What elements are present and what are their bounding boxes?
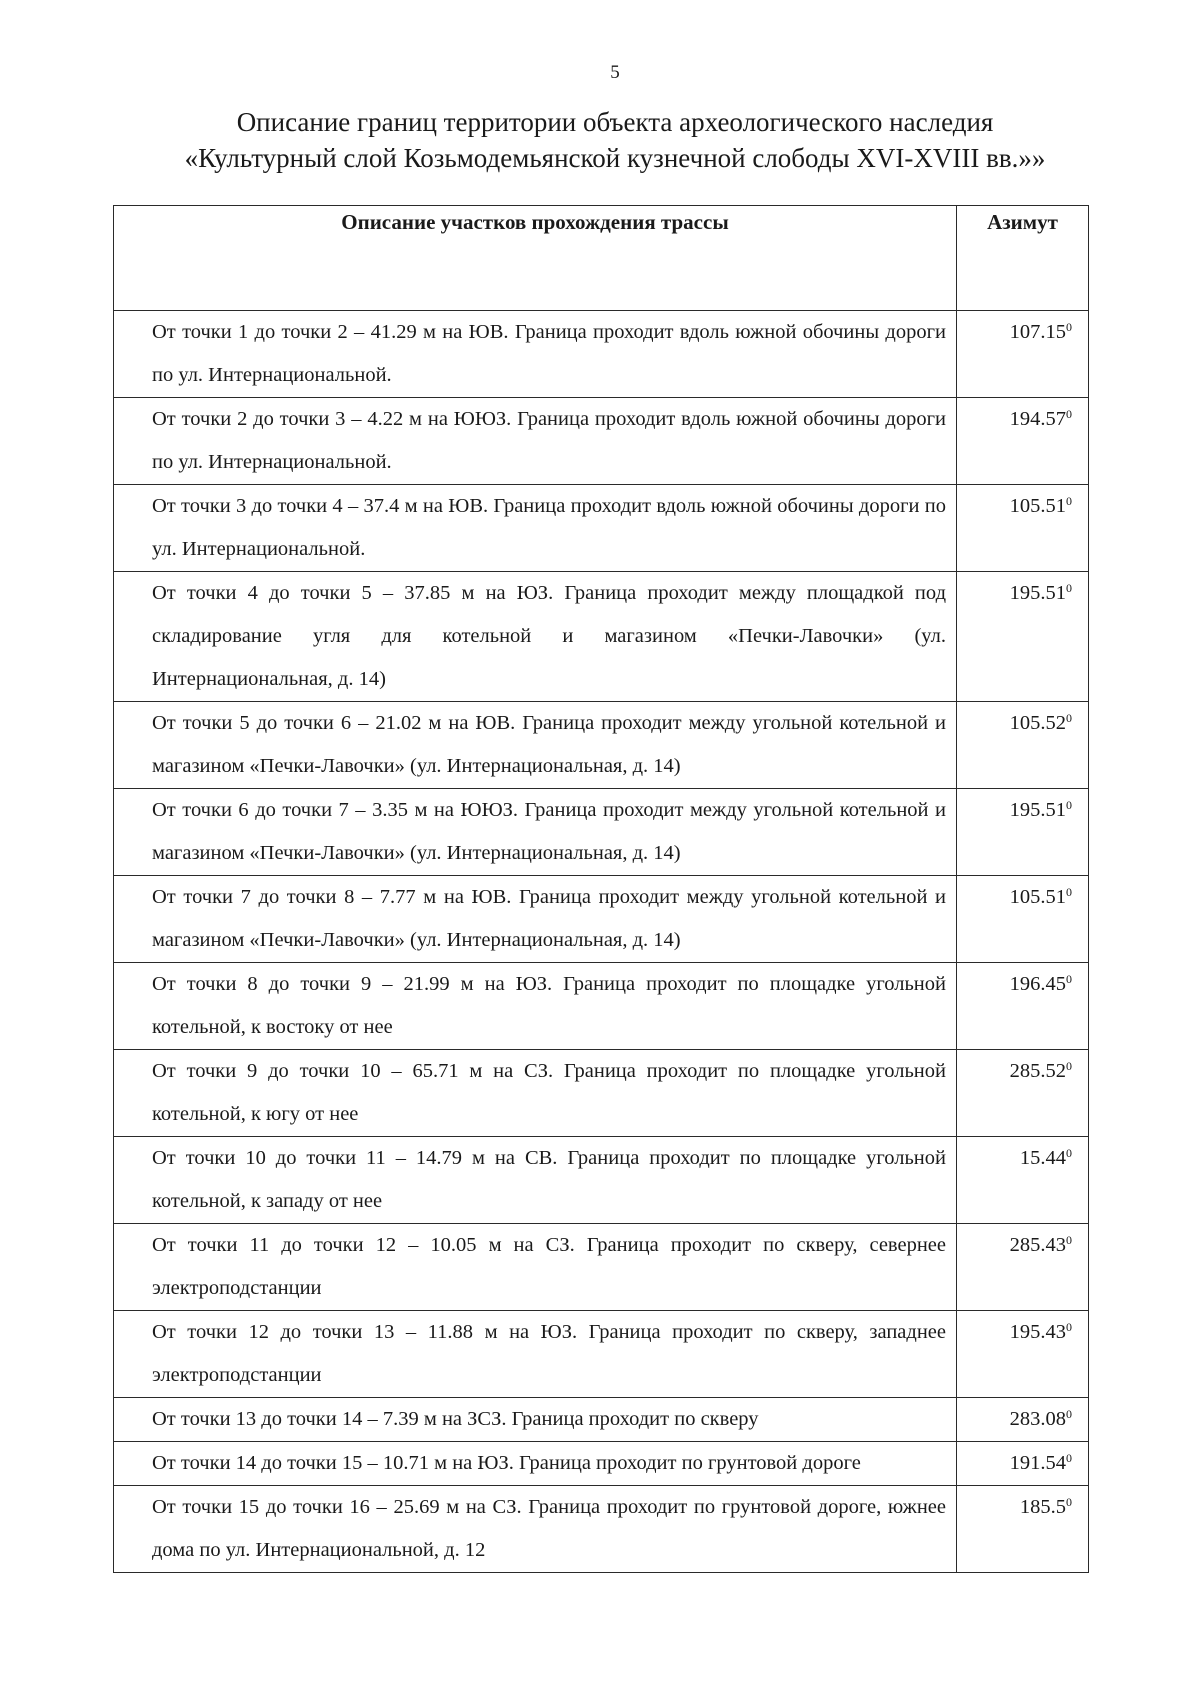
table-row xyxy=(114,1224,1089,1311)
azimuth-cell xyxy=(957,572,1089,702)
table-row xyxy=(114,963,1089,1050)
table-row xyxy=(114,1486,1089,1573)
degree-mark: 0 xyxy=(1066,885,1072,899)
azimuth-cell xyxy=(957,1442,1089,1486)
degree-mark: 0 xyxy=(1066,1320,1072,1334)
segment-description: От точки 9 до точки 10 – 65.71 м на СЗ. Граница проходит по площадке угольной котельной, к югу от нее xyxy=(114,1050,957,1137)
azimuth-cell xyxy=(957,963,1089,1050)
azimuth-cell xyxy=(957,702,1089,789)
segment-description: От точки 7 до точки 8 – 7.77 м на ЮВ. Граница проходит между угольной котельной и магазином «Печки-Лавочки» (ул. Интернациональная, д. 14) xyxy=(114,876,957,963)
azimuth-cell xyxy=(957,1137,1089,1224)
header-description: Описание участков прохождения трассы xyxy=(114,206,957,311)
azimuth-cell xyxy=(957,398,1089,485)
segment-description: От точки 8 до точки 9 – 21.99 м на ЮЗ. Граница проходит по площадке угольной котельной, к востоку от нее xyxy=(114,963,957,1050)
azimuth-cell xyxy=(957,1398,1089,1442)
segment-description: От точки 12 до точки 13 – 11.88 м на ЮЗ. Граница проходит по скверу, западнее электроподстанции xyxy=(114,1311,957,1398)
azimuth-cell xyxy=(957,1050,1089,1137)
segment-description: От точки 3 до точки 4 – 37.4 м на ЮВ. Граница проходит вдоль южной обочины дороги по ул. Интернациональной. xyxy=(114,485,957,572)
table-body xyxy=(114,311,1089,1573)
page-number: 5 xyxy=(610,62,620,83)
azimuth-value: 196.45 xyxy=(1009,973,1066,995)
degree-mark: 0 xyxy=(1066,798,1072,812)
degree-mark: 0 xyxy=(1066,711,1072,725)
degree-mark: 0 xyxy=(1066,1451,1072,1465)
segment-description: От точки 6 до точки 7 – 3.35 м на ЮЮЗ. Граница проходит между угольной котельной и магазином «Печки-Лавочки» (ул. Интернациональная, д. 14) xyxy=(114,789,957,876)
table-row xyxy=(114,311,1089,398)
document-title xyxy=(0,104,1200,176)
azimuth-value: 105.51 xyxy=(1009,495,1066,517)
azimuth-value: 195.43 xyxy=(1009,1321,1066,1343)
table-row xyxy=(114,572,1089,702)
header-azimuth: Азимут xyxy=(957,206,1089,311)
degree-mark: 0 xyxy=(1066,1495,1072,1509)
azimuth-cell xyxy=(957,1311,1089,1398)
boundary-table xyxy=(113,205,1089,1573)
azimuth-cell xyxy=(957,789,1089,876)
table-row xyxy=(114,485,1089,572)
title-line-2: «Культурный слой Козьмодемьянской кузнечной слободы XVI-XVIII вв.»» xyxy=(184,143,1046,173)
table-row xyxy=(114,398,1089,485)
title-line-1: Описание границ территории объекта археологического наследия xyxy=(236,107,994,137)
table-row xyxy=(114,1311,1089,1398)
table-row xyxy=(114,789,1089,876)
azimuth-cell xyxy=(957,1224,1089,1311)
table-row xyxy=(114,876,1089,963)
azimuth-value: 105.51 xyxy=(1009,886,1066,908)
degree-mark: 0 xyxy=(1066,320,1072,334)
table-header-row xyxy=(114,206,1089,311)
azimuth-value: 283.08 xyxy=(1009,1408,1066,1430)
azimuth-value: 15.44 xyxy=(1019,1147,1066,1169)
degree-mark: 0 xyxy=(1066,494,1072,508)
degree-mark: 0 xyxy=(1066,1059,1072,1073)
azimuth-cell xyxy=(957,876,1089,963)
segment-description: От точки 11 до точки 12 – 10.05 м на СЗ. Граница проходит по скверу, севернее электроподстанции xyxy=(114,1224,957,1311)
segment-description: От точки 2 до точки 3 – 4.22 м на ЮЮЗ. Граница проходит вдоль южной обочины дороги по ул. Интернациональной. xyxy=(114,398,957,485)
degree-mark: 0 xyxy=(1066,1407,1072,1421)
table-row xyxy=(114,1050,1089,1137)
segment-description: От точки 4 до точки 5 – 37.85 м на ЮЗ. Граница проходит между площадкой под складирование угля для котельной и магазином «Печки-Лавочки» (ул. Интернациональная, д. 14) xyxy=(114,572,957,702)
azimuth-cell xyxy=(957,485,1089,572)
table-row xyxy=(114,1442,1089,1486)
azimuth-value: 185.5 xyxy=(1019,1496,1066,1518)
segment-description: От точки 5 до точки 6 – 21.02 м на ЮВ. Граница проходит между угольной котельной и магазином «Печки-Лавочки» (ул. Интернациональная, д. 14) xyxy=(114,702,957,789)
segment-description: От точки 14 до точки 15 – 10.71 м на ЮЗ. Граница проходит по грунтовой дороге xyxy=(114,1442,957,1486)
table-row xyxy=(114,1137,1089,1224)
degree-mark: 0 xyxy=(1066,972,1072,986)
degree-mark: 0 xyxy=(1066,1233,1072,1247)
degree-mark: 0 xyxy=(1066,581,1072,595)
azimuth-cell xyxy=(957,311,1089,398)
azimuth-value: 285.52 xyxy=(1009,1060,1066,1082)
azimuth-value: 195.51 xyxy=(1009,799,1066,821)
azimuth-value: 107.15 xyxy=(1009,321,1066,343)
segment-description: От точки 13 до точки 14 – 7.39 м на ЗСЗ. Граница проходит по скверу xyxy=(114,1398,957,1442)
segment-description: От точки 15 до точки 16 – 25.69 м на СЗ. Граница проходит по грунтовой дороге, южнее дома по ул. Интернациональной, д. 12 xyxy=(114,1486,957,1573)
azimuth-value: 195.51 xyxy=(1009,582,1066,604)
azimuth-value: 191.54 xyxy=(1009,1452,1066,1474)
azimuth-value: 285.43 xyxy=(1009,1234,1066,1256)
segment-description: От точки 10 до точки 11 – 14.79 м на СВ. Граница проходит по площадке угольной котельной, к западу от нее xyxy=(114,1137,957,1224)
table-row xyxy=(114,702,1089,789)
azimuth-value: 194.57 xyxy=(1009,408,1066,430)
azimuth-cell xyxy=(957,1486,1089,1573)
degree-mark: 0 xyxy=(1066,407,1072,421)
segment-description: От точки 1 до точки 2 – 41.29 м на ЮВ. Граница проходит вдоль южной обочины дороги по ул. Интернациональной. xyxy=(114,311,957,398)
degree-mark: 0 xyxy=(1066,1146,1072,1160)
azimuth-value: 105.52 xyxy=(1009,712,1066,734)
table-row xyxy=(114,1398,1089,1442)
